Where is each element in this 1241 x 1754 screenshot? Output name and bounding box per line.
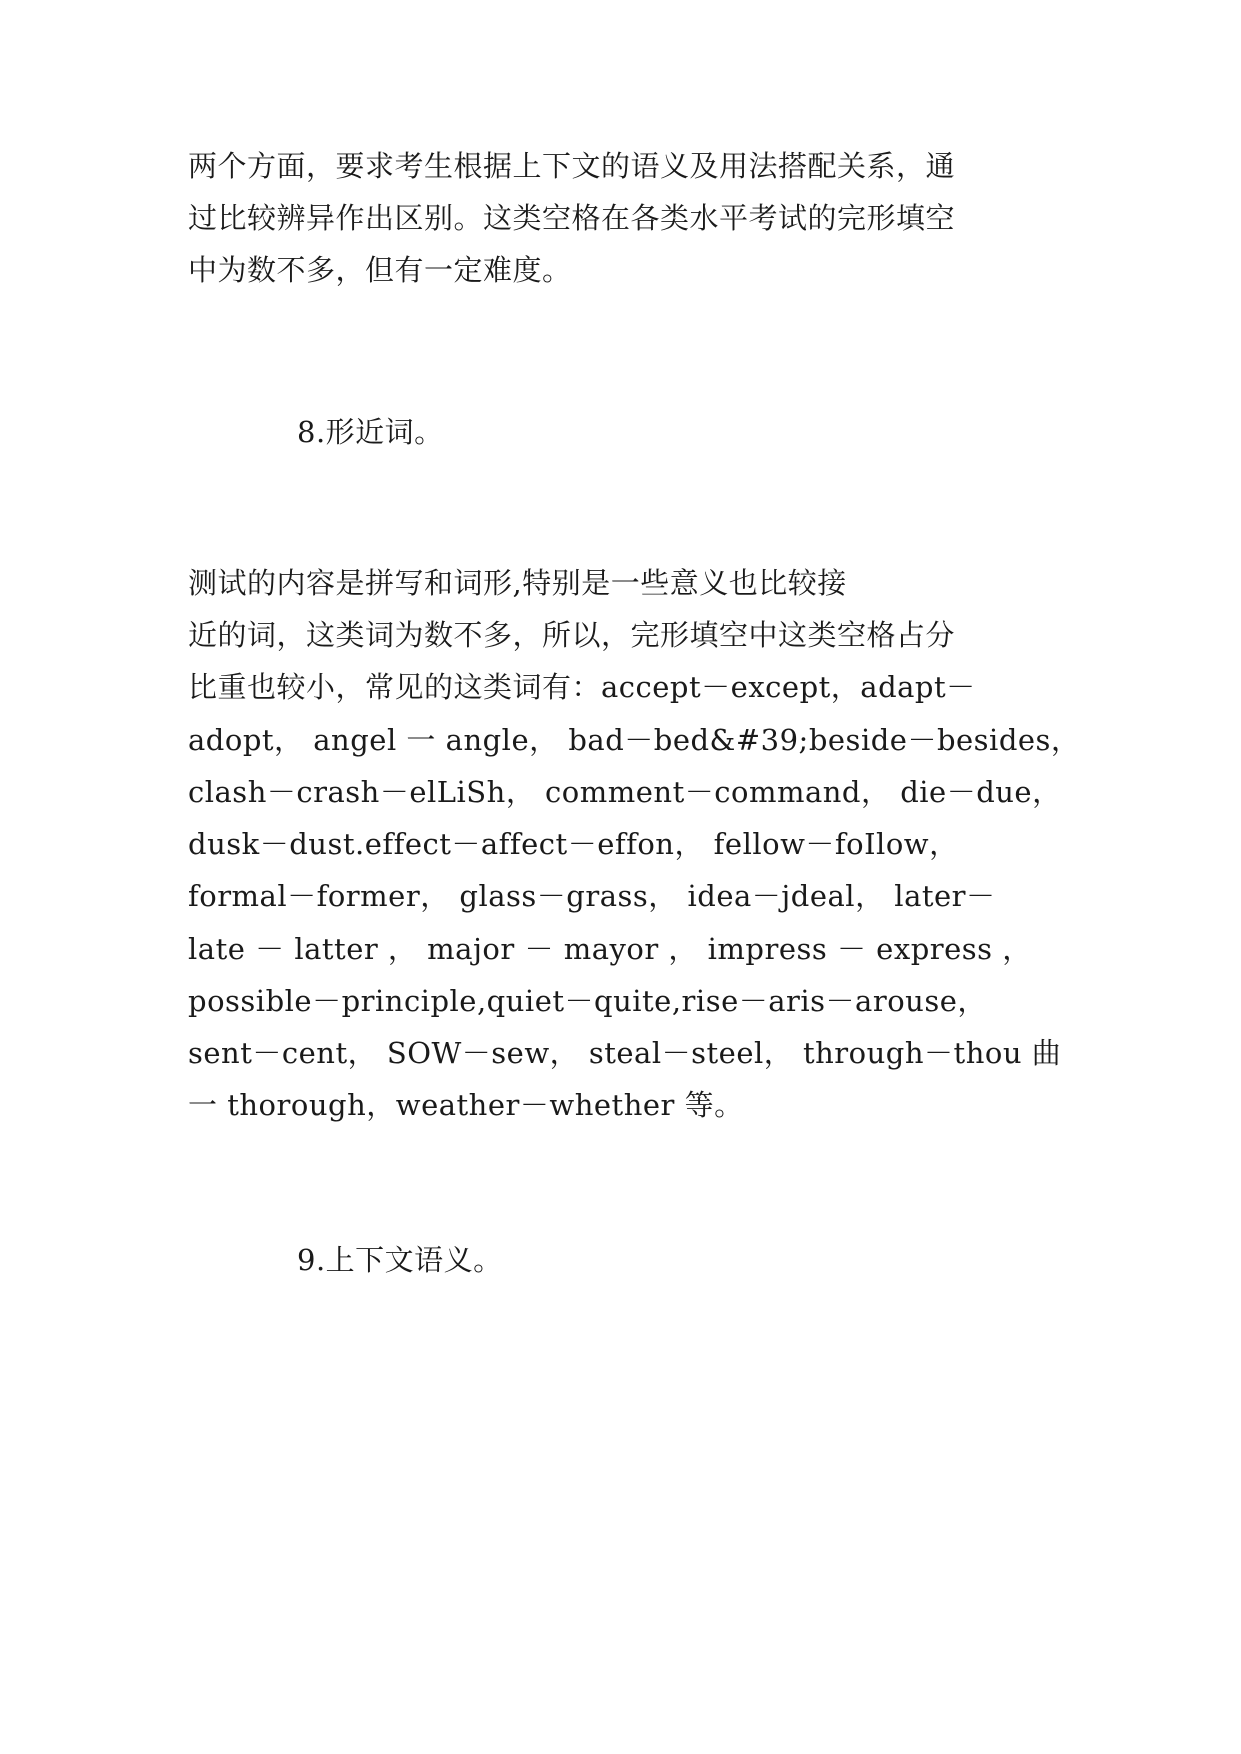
section-heading-9: 9.上下文语义。: [297, 1243, 503, 1277]
paragraph-2-line-2: 近的词，这类词为数不多，所以，完形填空中这类空格占分: [188, 618, 956, 652]
paragraph-1-line-2: 过比较辨异作出区别。这类空格在各类水平考试的完形填空: [188, 201, 956, 235]
paragraph-2-line-10: sent－cent， SOW－sew， steal－steel， through－thou 曲: [188, 1036, 1062, 1070]
paragraph-1-line-3: 中为数不多，但有一定难度。: [188, 253, 572, 287]
paragraph-2-line-5: clash－crash－elLiSh， comment－command， die－due，: [188, 775, 1062, 809]
paragraph-2-line-8: late － latter ， major － mayor ， impress － express ，: [188, 932, 1032, 966]
paragraph-1-line-1: 两个方面，要求考生根据上下文的语义及用法搭配关系，通: [188, 149, 956, 183]
paragraph-2-line-6: dusk－dust.effect－affect－effon， fellow－foIlow，: [188, 827, 959, 861]
paragraph-2-line-7: formal－former， glass－grass， idea－jdeal， later－: [188, 879, 996, 913]
paragraph-2-line-3: 比重也较小，常见的这类词有：accept－except，adapt－: [188, 670, 976, 704]
paragraph-2-line-11: 一 thorough，weather－whether 等。: [188, 1088, 744, 1122]
paragraph-2-line-1: 测试的内容是拼写和词形,特别是一些意义也比较接: [188, 566, 847, 600]
paragraph-2-line-4: adopt， angel 一 angle， bad－bed&#39;beside－besides，: [188, 723, 1081, 757]
paragraph-2-line-9: possible－principle,quiet－quite,rise－aris－arouse，: [188, 984, 987, 1018]
section-heading-8: 8.形近词。: [297, 415, 444, 449]
